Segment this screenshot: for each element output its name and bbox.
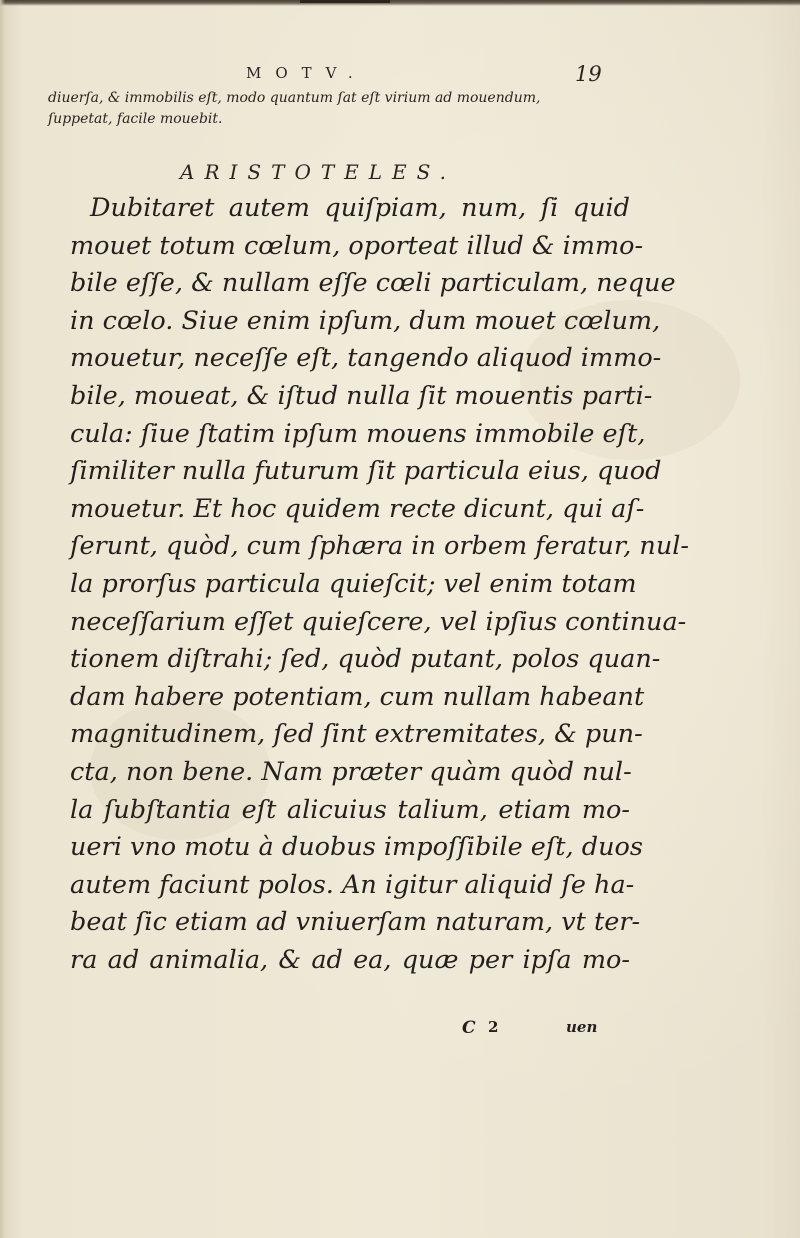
text-line: autem faciunt polos. An igitur aliquid ſe ha- — [70, 869, 635, 900]
text-line: ſimiliter nulla futurum ſit particula eius, quod — [70, 456, 662, 487]
text-line: beat ſic etiam ad vniuerſam naturam, vt ter- — [70, 907, 641, 938]
signature-number: 2 — [488, 1018, 499, 1036]
speaker-heading: ARISTOTELES. — [180, 160, 457, 184]
signature-line — [462, 1018, 602, 1046]
text-line: ueri vno motu à duobus impoſſibile eſt, duos — [70, 832, 643, 863]
text-line: mouet totum cœlum, oporteat illud & immo- — [70, 230, 644, 261]
text-line: ſerunt, quòd, cum ſphæra in orbem feratur, nul- — [70, 531, 690, 562]
intro-line: diuerſa, & immobilis eſt, modo quantum ſat eſt virium ad mouendum, — [48, 90, 541, 106]
text-line: ra ad animalia, & ad ea, quæ per ipſa mo- — [70, 944, 630, 975]
text-line: dam habere potentiam, cum nullam habeant — [70, 681, 645, 712]
page-number: 19 — [575, 62, 602, 86]
intro-line: ſuppetat, facile mouebit. — [48, 111, 223, 127]
catchword: uen — [566, 1018, 598, 1036]
text-line: mouetur. Et hoc quidem recte dicunt, qui aſ- — [70, 493, 645, 524]
text-line: la prorſus particula quieſcit; vel enim totam — [70, 568, 637, 599]
text-line: cta, non bene. Nam præter quàm quòd nul- — [70, 756, 632, 787]
text-line: mouetur, neceſſe eſt, tangendo aliquod immo- — [70, 343, 662, 374]
page-top-edge — [0, 0, 800, 6]
text-line: la ſubſtantia eſt alicuius talium, etiam mo- — [70, 794, 630, 825]
text-line: tionem diſtrahi; ſed, quòd putant, polos quan- — [70, 644, 661, 675]
text-line: cula: ſiue ſtatim ipſum mouens immobile eſt, — [70, 418, 646, 449]
text-line: Dubitaret autem quiſpiam, num, ſi quid — [90, 193, 630, 223]
text-line: in cœlo. Siue enim ipſum, dum mouet cœlum, — [70, 305, 661, 336]
intro-paragraph — [48, 88, 620, 130]
text-line: neceſſarium eſſet quieſcere, vel ipſius continua- — [70, 606, 687, 637]
binding-mark — [300, 0, 390, 3]
running-title: MOTV. — [246, 64, 367, 82]
signature-mark: C — [462, 1018, 476, 1038]
page-gutter-shadow — [0, 0, 5, 1238]
text-line: bile eſſe, & nullam eſſe cœli particulam, neque — [70, 268, 676, 299]
body-paragraph — [70, 190, 690, 979]
text-line: magnitudinem, ſed ſint extremitates, & pun- — [70, 719, 643, 750]
text-line: bile, moueat, & iſtud nulla ſit mouentis parti- — [70, 380, 653, 411]
